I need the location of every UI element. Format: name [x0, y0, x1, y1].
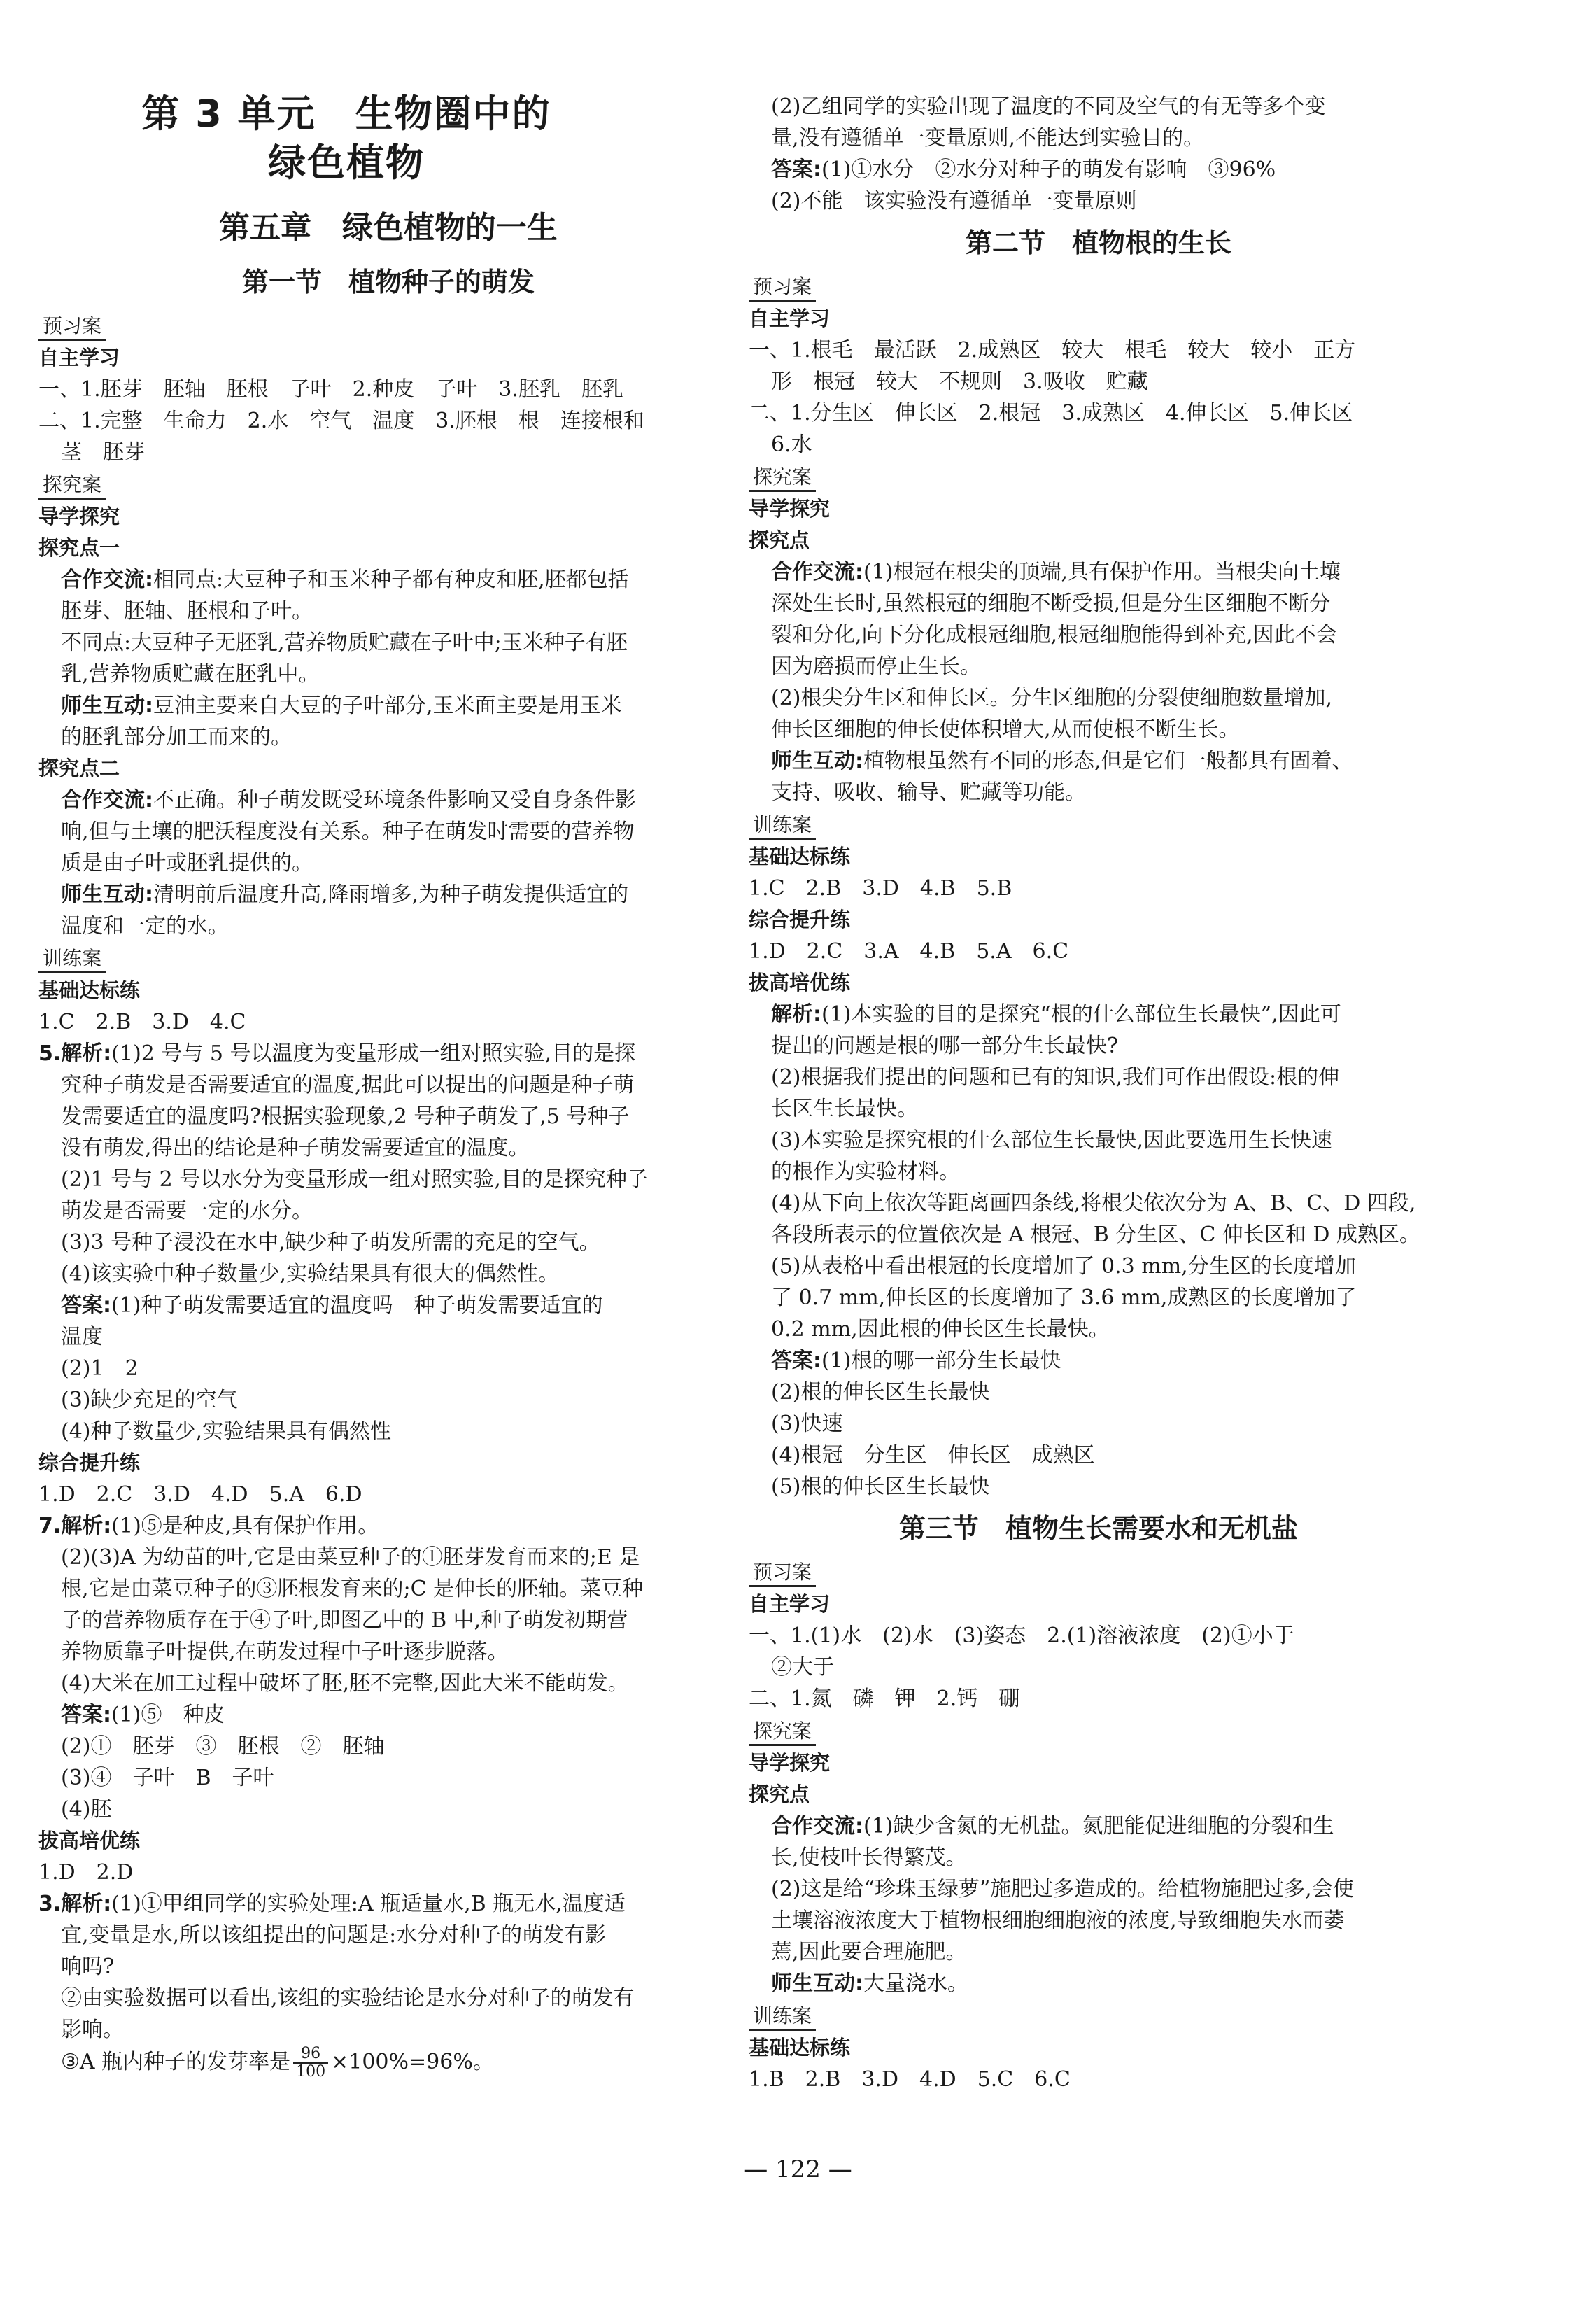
- subsection-heading: 拔高培优练: [749, 971, 851, 994]
- fraction-numerator: 96: [293, 2046, 328, 2064]
- left-column: [38, 83, 738, 2081]
- line-text: (2)根据我们提出的问题和已有的知识,我们可作出假设:根的伸: [771, 1065, 1340, 1090]
- subsection-heading: 拔高培优练: [38, 1829, 141, 1852]
- line-text: 不同点:大豆种子无胚乳,营养物质贮藏在子叶中;玉米种子有胚: [61, 631, 628, 655]
- inline-label: 师生互动:: [771, 749, 863, 773]
- text-line: [749, 91, 1448, 122]
- text-line: [38, 1353, 738, 1384]
- text-line: [38, 1951, 738, 1983]
- text-line: [38, 374, 738, 405]
- line-text: 二、1.分生区 伸长区 2.根冠 3.成熟区 4.伸长区 5.伸长区: [749, 401, 1353, 425]
- text-line: [749, 1936, 1448, 1968]
- line-text: (2)乙组同学的实验出现了温度的不同及空气的有无等多个变: [771, 94, 1326, 119]
- line-text: 伸长区细胞的伸长使体积增大,从而使根不断生长。: [771, 717, 1240, 742]
- text-line: [749, 1282, 1448, 1314]
- inline-label: 师生互动:: [771, 1971, 863, 1996]
- line-text: (4)从下向上依次等距离画四条线,将根尖依次分为 A、B、C、D 四段,: [771, 1191, 1416, 1216]
- text-line: [38, 627, 738, 659]
- inline-label: 3.解析:: [38, 1892, 112, 1916]
- text-line: [749, 185, 1448, 217]
- text-line: [749, 714, 1448, 745]
- line-text: (2)不能 该实验没有遵循单一变量原则: [771, 189, 1137, 213]
- line-text: ②大于: [771, 1655, 834, 1680]
- text-line: [749, 556, 1448, 588]
- text-line: [749, 1219, 1448, 1251]
- line-text: (1)⑤ 种皮: [111, 1703, 225, 1727]
- line-text: 二、1.完整 生命力 2.水 空气 温度 3.胚根 根 连接根和: [38, 409, 644, 433]
- text-line: [749, 1125, 1448, 1156]
- inline-label: 师生互动:: [61, 694, 153, 718]
- section-tag-row: [749, 808, 1448, 841]
- right-text-block-top: [749, 91, 1448, 217]
- line-text: 量,没有遵循单一变量原则,不能达到实验目的。: [771, 126, 1205, 150]
- line-text: 形 根冠 较大 不规则 3.吸收 贮藏: [771, 370, 1148, 394]
- line-text: 提出的问题是根的哪一部分生长最快?: [771, 1034, 1119, 1058]
- text-line: [749, 122, 1448, 154]
- section-tag-row: [38, 942, 738, 975]
- line-text: (1)①水分 ②水分对种子的萌发有影响 ③96%: [821, 157, 1276, 182]
- text-line: [749, 682, 1448, 714]
- text-line: [38, 1195, 738, 1227]
- subsection-heading: 探究点: [749, 1782, 810, 1806]
- text-line: [38, 1038, 738, 1069]
- line-text: 温度: [61, 1325, 103, 1349]
- section-tag-row: [749, 1556, 1448, 1589]
- line-text: (3)3 号种子浸没在水中,缺少种子萌发所需的充足的空气。: [61, 1230, 600, 1255]
- text-line: [38, 784, 738, 816]
- line-text: (2)(3)A 为幼苗的叶,它是由菜豆种子的①胚芽发育而来的;E 是: [61, 1545, 640, 1570]
- text-line: [38, 1258, 738, 1290]
- line-text: 了 0.7 mm,伸长区的长度增加了 3.6 mm,成熟区的长度增加了: [771, 1286, 1357, 1310]
- unit-title-line-2: 绿色植物: [268, 141, 425, 185]
- text-line: [38, 1920, 738, 1951]
- line-text: (1)本实验的目的是探究“根的什么部位生长最快”,因此可: [821, 1002, 1341, 1027]
- inline-label: 7.解析:: [38, 1514, 112, 1538]
- text-line: [38, 1888, 738, 1920]
- line-text: (2)根尖分生区和伸长区。分生区细胞的分裂使细胞数量增加,: [771, 686, 1333, 710]
- text-line: [749, 154, 1448, 185]
- line-text: 宜,变量是水,所以该组提出的问题是:水分对种子的萌发有影: [61, 1923, 607, 1948]
- text-line: [38, 1321, 738, 1353]
- text-line: [749, 1156, 1448, 1188]
- line-text: (5)从表格中看出根冠的长度增加了 0.3 mm,分生区的长度增加: [771, 1254, 1356, 1279]
- section-tag: 训练案: [749, 812, 816, 840]
- subsection-heading: 基础达标练: [749, 2036, 851, 2060]
- text-line: [749, 1251, 1448, 1282]
- subsection-heading: 自主学习: [749, 307, 831, 330]
- section-tag: 探究案: [749, 465, 816, 492]
- line-text: 深处生长时,虽然根冠的细胞不断受损,但是分生区细胞不断分: [771, 591, 1331, 616]
- section-title: 第一节 植物种子的萌发: [241, 267, 535, 297]
- text-line: [749, 1188, 1448, 1219]
- line-text: (5)根的伸长区生长最快: [771, 1475, 990, 1499]
- subsection-heading: 基础达标练: [38, 978, 141, 1002]
- formula-line: [38, 2046, 738, 2081]
- line-text: (2)1 号与 2 号以水分为变量形成一组对照实验,目的是探究种子: [61, 1167, 648, 1192]
- text-line: [38, 910, 738, 942]
- line-text: 二、1.氮 磷 钾 2.钙 硼: [749, 1687, 1020, 1711]
- line-text: (4)根冠 分生区 伸长区 成熟区: [771, 1443, 1095, 1468]
- text-line: [38, 1069, 738, 1101]
- text-line: [38, 1510, 738, 1542]
- text-line: [749, 1062, 1448, 1093]
- text-line: [38, 1605, 738, 1636]
- right-text-block-mid: [749, 270, 1448, 1503]
- subsection-heading: 探究点一: [38, 536, 120, 560]
- line-text: 养物质靠子叶提供,在萌发过程中子叶逐步脱落。: [61, 1640, 509, 1664]
- text-line: [38, 564, 738, 596]
- text-line: [749, 999, 1448, 1030]
- line-text: (1)⑤是种皮,具有保护作用。: [111, 1514, 379, 1538]
- line-text: 植物根虽然有不同的形态,但是它们一般都具有固着、: [863, 749, 1353, 773]
- text-line: [38, 1794, 738, 1825]
- left-text-block: [38, 309, 738, 2046]
- line-text: (2)① 胚芽 ③ 胚根 ② 胚轴: [61, 1734, 385, 1759]
- inline-label: 答案:: [771, 1349, 821, 1373]
- line-text: 发需要适宜的温度吗?根据实验现象,2 号种子萌发了,5 号种子: [61, 1104, 630, 1129]
- line-text: (1)①甲组同学的实验处理:A 瓶适量水,B 瓶无水,温度适: [111, 1892, 626, 1916]
- text-line: [749, 1377, 1448, 1408]
- line-text: 清明前后温度升高,降雨增多,为种子萌发提供适宜的: [153, 882, 629, 907]
- text-line: [749, 1683, 1448, 1715]
- text-line: [38, 1227, 738, 1258]
- text-line: [38, 1573, 738, 1605]
- subsection-heading: 导学探究: [749, 497, 831, 521]
- line-text: 响吗?: [61, 1955, 115, 1979]
- text-line: [749, 619, 1448, 651]
- page-number: — 122 —: [744, 2155, 852, 2183]
- text-line: [749, 588, 1448, 619]
- text-line: [38, 596, 738, 627]
- text-line: [749, 1408, 1448, 1440]
- section-tag: 预习案: [38, 314, 106, 341]
- text-line: [38, 847, 738, 879]
- text-line: [749, 873, 1448, 904]
- line-text: 支持、吸收、输导、贮藏等功能。: [771, 780, 1086, 805]
- line-text: 胚芽、胚轴、胚根和子叶。: [61, 599, 313, 624]
- line-text: (3)④ 子叶 B 子叶: [61, 1766, 274, 1790]
- inline-label: 合作交流:: [61, 788, 153, 812]
- line-text: 长,使枝叶长得繁茂。: [771, 1845, 967, 1870]
- inline-label: 合作交流:: [771, 560, 863, 584]
- text-line: [38, 1006, 738, 1038]
- line-text: (1)种子萌发需要适宜的温度吗 种子萌发需要适宜的: [111, 1293, 603, 1318]
- text-line: [38, 1636, 738, 1668]
- line-text: 温度和一定的水。: [61, 914, 229, 938]
- right-text-block-bottom: [749, 1556, 1448, 2095]
- text-line: [38, 405, 738, 437]
- line-text: (2)根的伸长区生长最快: [771, 1380, 990, 1405]
- line-text: (2)这是给“珍珠玉绿萝”施肥过多造成的。给植物施肥过多,会使: [771, 1877, 1354, 1901]
- text-line: [749, 1873, 1448, 1905]
- section-tag-row: [749, 1715, 1448, 1747]
- line-text: 长区生长最快。: [771, 1097, 918, 1121]
- line-text: (3)缺少充足的空气: [61, 1388, 238, 1412]
- section-tag-row: [749, 270, 1448, 303]
- text-line: [38, 816, 738, 847]
- text-line: [38, 1983, 738, 2014]
- text-line: [38, 437, 738, 468]
- formula-prefix: ③A 瓶内种子的发芽率是: [61, 2050, 291, 2074]
- section-tag-row: [38, 468, 738, 501]
- text-line: [38, 1699, 738, 1731]
- line-text: 子的营养物质存在于④子叶,即图乙中的 B 中,种子萌发初期营: [61, 1608, 628, 1633]
- line-text: 1.C 2.B 3.D 4.B 5.B: [749, 876, 1012, 901]
- text-line: [749, 429, 1448, 460]
- line-text: (4)种子数量少,实验结果具有偶然性: [61, 1419, 392, 1444]
- text-line: [38, 1668, 738, 1699]
- subsection-heading: 基础达标练: [749, 845, 851, 868]
- formula-suffix: ×100%=96%。: [331, 2050, 494, 2074]
- text-line: [749, 1030, 1448, 1062]
- line-text: 各段所表示的位置依次是 A 根冠、B 分生区、C 伸长区和 D 成熟区。: [771, 1223, 1420, 1247]
- text-line: [749, 1842, 1448, 1873]
- line-text: 的根作为实验材料。: [771, 1160, 960, 1184]
- subsection-heading: 导学探究: [38, 505, 120, 528]
- section-tag: 训练案: [749, 2004, 816, 2031]
- fraction-denominator: 100: [296, 2063, 326, 2081]
- line-text: 影响。: [61, 2018, 124, 2042]
- line-text: 的胚乳部分加工而来的。: [61, 725, 292, 750]
- line-text: 一、1.(1)水 (2)水 (3)姿态 2.(1)溶液浓度 (2)①小于: [749, 1624, 1294, 1648]
- line-text: 1.D 2.D: [38, 1860, 134, 1885]
- subsection-heading: 综合提升练: [38, 1451, 141, 1475]
- inline-label: 5.解析:: [38, 1041, 112, 1066]
- text-line: [38, 1857, 738, 1888]
- section-tag-row: [38, 309, 738, 342]
- line-text: 不正确。种子萌发既受环境条件影响又受自身条件影: [153, 788, 636, 812]
- text-line: [38, 659, 738, 690]
- text-line: [749, 397, 1448, 429]
- text-line: [749, 366, 1448, 397]
- text-line: [749, 1093, 1448, 1125]
- line-text: 6.水: [771, 432, 812, 457]
- text-line: [38, 1479, 738, 1510]
- line-text: 乳,营养物质贮藏在胚乳中。: [61, 662, 320, 687]
- line-text: 一、1.胚芽 胚轴 胚根 子叶 2.种皮 子叶 3.胚乳 胚乳: [38, 377, 623, 402]
- line-text: 裂和分化,向下分化成根冠细胞,根冠细胞能得到补充,因此不会: [771, 623, 1337, 647]
- text-line: [38, 1542, 738, 1573]
- inline-label: 答案:: [61, 1703, 111, 1727]
- text-line: [38, 1101, 738, 1132]
- subsection-heading: 综合提升练: [749, 908, 851, 931]
- inline-label: 合作交流:: [771, 1814, 863, 1838]
- fraction: [293, 2046, 328, 2081]
- text-line: [749, 1620, 1448, 1652]
- line-text: (3)本实验是探究根的什么部位生长最快,因此要选用生长快速: [771, 1128, 1333, 1153]
- line-text: 1.D 2.C 3.A 4.B 5.A 6.C: [749, 939, 1069, 964]
- text-line: [38, 1731, 738, 1762]
- text-line: [749, 1968, 1448, 1999]
- inline-label: 解析:: [771, 1002, 821, 1027]
- line-text: 土壤溶液浓度大于植物根细胞细胞液的浓度,导致细胞失水而萎: [771, 1908, 1345, 1933]
- line-text: (4)该实验中种子数量少,实验结果具有很大的偶然性。: [61, 1262, 560, 1286]
- text-line: [749, 1471, 1448, 1503]
- text-line: [38, 1290, 738, 1321]
- text-line: [38, 1164, 738, 1195]
- subsection-heading: 探究点: [749, 528, 810, 552]
- subsection-heading: 探究点二: [38, 757, 120, 780]
- text-line: [749, 777, 1448, 808]
- line-text: 相同点:大豆种子和玉米种子都有种皮和胚,胚都包括: [153, 568, 629, 592]
- text-line: [749, 335, 1448, 366]
- section-tag: 探究案: [38, 472, 106, 500]
- line-text: (1)2 号与 5 号以温度为变量形成一组对照实验,目的是探: [111, 1041, 636, 1066]
- line-text: (1)缺少含氮的无机盐。氮肥能促进细胞的分裂和生: [863, 1814, 1334, 1838]
- text-line: [38, 2014, 738, 2046]
- text-line: [749, 651, 1448, 682]
- subsection-heading: 自主学习: [749, 1592, 831, 1616]
- line-text: 茎 胚芽: [61, 440, 145, 465]
- text-line: [38, 1762, 738, 1794]
- line-text: 蔫,因此要合理施肥。: [771, 1940, 967, 1964]
- line-text: 根,它是由菜豆种子的③胚根发育来的;C 是伸长的胚轴。菜豆种: [61, 1577, 644, 1601]
- text-line: [749, 936, 1448, 967]
- line-text: 究种子萌发是否需要适宜的温度,据此可以提出的问题是种子萌: [61, 1073, 635, 1097]
- unit-title: [0, 90, 738, 188]
- section-tag: 探究案: [749, 1719, 816, 1746]
- section-tag: 预习案: [749, 274, 816, 302]
- text-line: [749, 1905, 1448, 1936]
- section-title-3: 第三节 植物生长需要水和无机盐: [898, 1513, 1298, 1544]
- line-text: (2)1 2: [61, 1356, 139, 1381]
- line-text: 没有萌发,得出的结论是种子萌发需要适宜的温度。: [61, 1136, 530, 1160]
- inline-label: 合作交流:: [61, 568, 153, 592]
- line-text: 因为磨损而停止生长。: [771, 654, 981, 679]
- line-text: (1)根的哪一部分生长最快: [821, 1349, 1061, 1373]
- text-line: [749, 745, 1448, 777]
- inline-label: 答案:: [771, 157, 821, 182]
- text-line: [749, 1652, 1448, 1683]
- text-line: [749, 1345, 1448, 1377]
- text-line: [749, 1440, 1448, 1471]
- text-line: [749, 1314, 1448, 1345]
- subsection-heading: 自主学习: [38, 346, 120, 370]
- text-line: [38, 690, 738, 722]
- line-text: 1.B 2.B 3.D 4.D 5.C 6.C: [749, 2067, 1071, 2092]
- right-column: [749, 91, 1448, 2095]
- unit-title-line-1: 第 3 单元 生物圈中的: [141, 92, 551, 136]
- section-title-2: 第二节 植物根的生长: [965, 227, 1231, 258]
- line-text: 质是由子叶或胚乳提供的。: [61, 851, 313, 875]
- line-text: (4)胚: [61, 1797, 112, 1822]
- line-text: 一、1.根毛 最活跃 2.成熟区 较大 根毛 较大 较小 正方: [749, 338, 1356, 363]
- chapter-title: 第五章 绿色植物的一生: [219, 210, 558, 246]
- line-text: 1.D 2.C 3.D 4.D 5.A 6.D: [38, 1482, 362, 1507]
- section-tag: 训练案: [38, 946, 106, 973]
- section-tag-row: [749, 1999, 1448, 2032]
- line-text: 豆油主要来自大豆的子叶部分,玉米面主要是用玉米: [153, 694, 622, 718]
- line-text: (1)根冠在根尖的顶端,具有保护作用。当根尖向土壤: [863, 560, 1341, 584]
- text-line: [38, 879, 738, 910]
- inline-label: 师生互动:: [61, 882, 153, 907]
- line-text: (4)大米在加工过程中破坏了胚,胚不完整,因此大米不能萌发。: [61, 1671, 629, 1696]
- text-line: [38, 1132, 738, 1164]
- text-line: [38, 722, 738, 753]
- section-tag: 预习案: [749, 1560, 816, 1587]
- line-text: 0.2 mm,因此根的伸长区生长最快。: [771, 1317, 1110, 1342]
- section-tag-row: [749, 460, 1448, 493]
- line-text: 大量浇水。: [863, 1971, 968, 1996]
- line-text: 萌发是否需要一定的水分。: [61, 1199, 313, 1223]
- text-line: [38, 1384, 738, 1416]
- text-line: [38, 1416, 738, 1447]
- line-text: 响,但与土壤的肥沃程度没有关系。种子在萌发时需要的营养物: [61, 819, 635, 844]
- subsection-heading: 导学探究: [749, 1751, 831, 1775]
- text-line: [749, 2064, 1448, 2095]
- line-text: ②由实验数据可以看出,该组的实验结论是水分对种子的萌发有: [61, 1986, 635, 2011]
- line-text: 1.C 2.B 3.D 4.C: [38, 1010, 246, 1034]
- text-line: [749, 1810, 1448, 1842]
- inline-label: 答案:: [61, 1293, 111, 1318]
- line-text: (3)快速: [771, 1412, 843, 1436]
